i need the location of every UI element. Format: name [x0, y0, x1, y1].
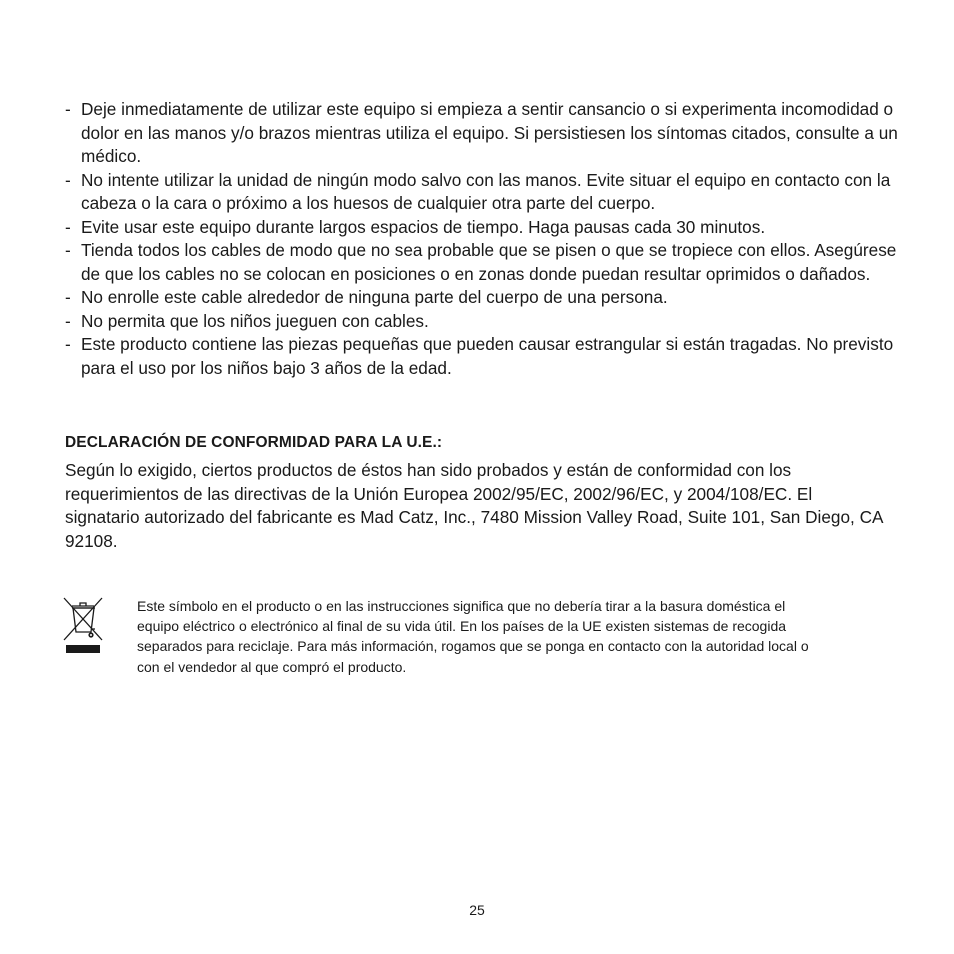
declaration-heading: DECLARACIÓN DE CONFORMIDAD PARA LA U.E.: [65, 434, 443, 451]
bullet-dash: - [65, 99, 71, 119]
list-item [65, 216, 905, 240]
list-item-text: No permita que los niños jueguen con cables. [81, 310, 429, 331]
bullet-dash: - [65, 216, 71, 237]
list-item [65, 169, 905, 216]
list-item-text: Deje inmediatamente de utilizar este equipo si empieza a sentir cansancio o si experimenta incomodidad o dolor en las manos y/o brazos mientras utiliza el equipo. Si persistiesen los síntomas citados, consulte a un médico. [81, 99, 898, 166]
list-item [65, 310, 905, 334]
list-item [65, 98, 905, 169]
list-item [65, 286, 905, 310]
bullet-dash: - [65, 334, 71, 354]
list-item-text: Este producto contiene las piezas pequeñas que pueden causar estrangular si están tragadas. No previsto para el uso por los niños bajo 3 años de la edad. [81, 334, 894, 378]
list-item-text: No intente utilizar la unidad de ningún modo salvo con las manos. Evite situar el equipo en contacto con la cabeza o la cara o próximo a los huesos de cualquier otra parte del cuerpo. [81, 169, 891, 213]
safety-warnings-list [65, 98, 905, 380]
list-item [65, 333, 905, 380]
bullet-dash: - [65, 310, 71, 331]
bullet-dash: - [65, 287, 71, 307]
page-number: 25 [469, 902, 485, 918]
declaration-body: Según lo exigido, ciertos productos de éstos han sido probados y están de conformidad con los requerimientos de las directivas de la Unión Europea 2002/95/EC, 2002/96/EC, y 2004/108/EC. El signatario autorizado del fabricante es Mad Catz, Inc., 7480 Mission Valley Road, Suite 101, San Diego, CA 92108. [65, 460, 883, 551]
list-item-text: Tienda todos los cables de modo que no sea probable que se pisen o que se tropiece con ellos. Asegúrese de que los cables no se colocan en posiciones o en zonas donde puedan resultar oprimidos o dañados. [81, 240, 897, 284]
weee-disposal-note: Este símbolo en el producto o en las instrucciones significa que no debería tirar a la basura doméstica el equipo eléctrico o electrónico al final de su vida útil. En los países de la UE existen sistemas de recogida separados para reciclaje. Para más información, rogamos que se ponga en contacto con la autoridad local o con el vendedor al que compró el producto. [137, 598, 809, 675]
list-item-text: Evite usar este equipo durante largos espacios de tiempo. Haga pausas cada 30 minutos. [81, 216, 766, 237]
bullet-dash: - [65, 240, 71, 260]
list-item-text: No enrolle este cable alrededor de ninguna parte del cuerpo de una persona. [81, 287, 668, 307]
crossed-out-wheelie-bin-icon [60, 596, 106, 656]
list-item [65, 239, 905, 286]
bullet-dash: - [65, 169, 71, 190]
